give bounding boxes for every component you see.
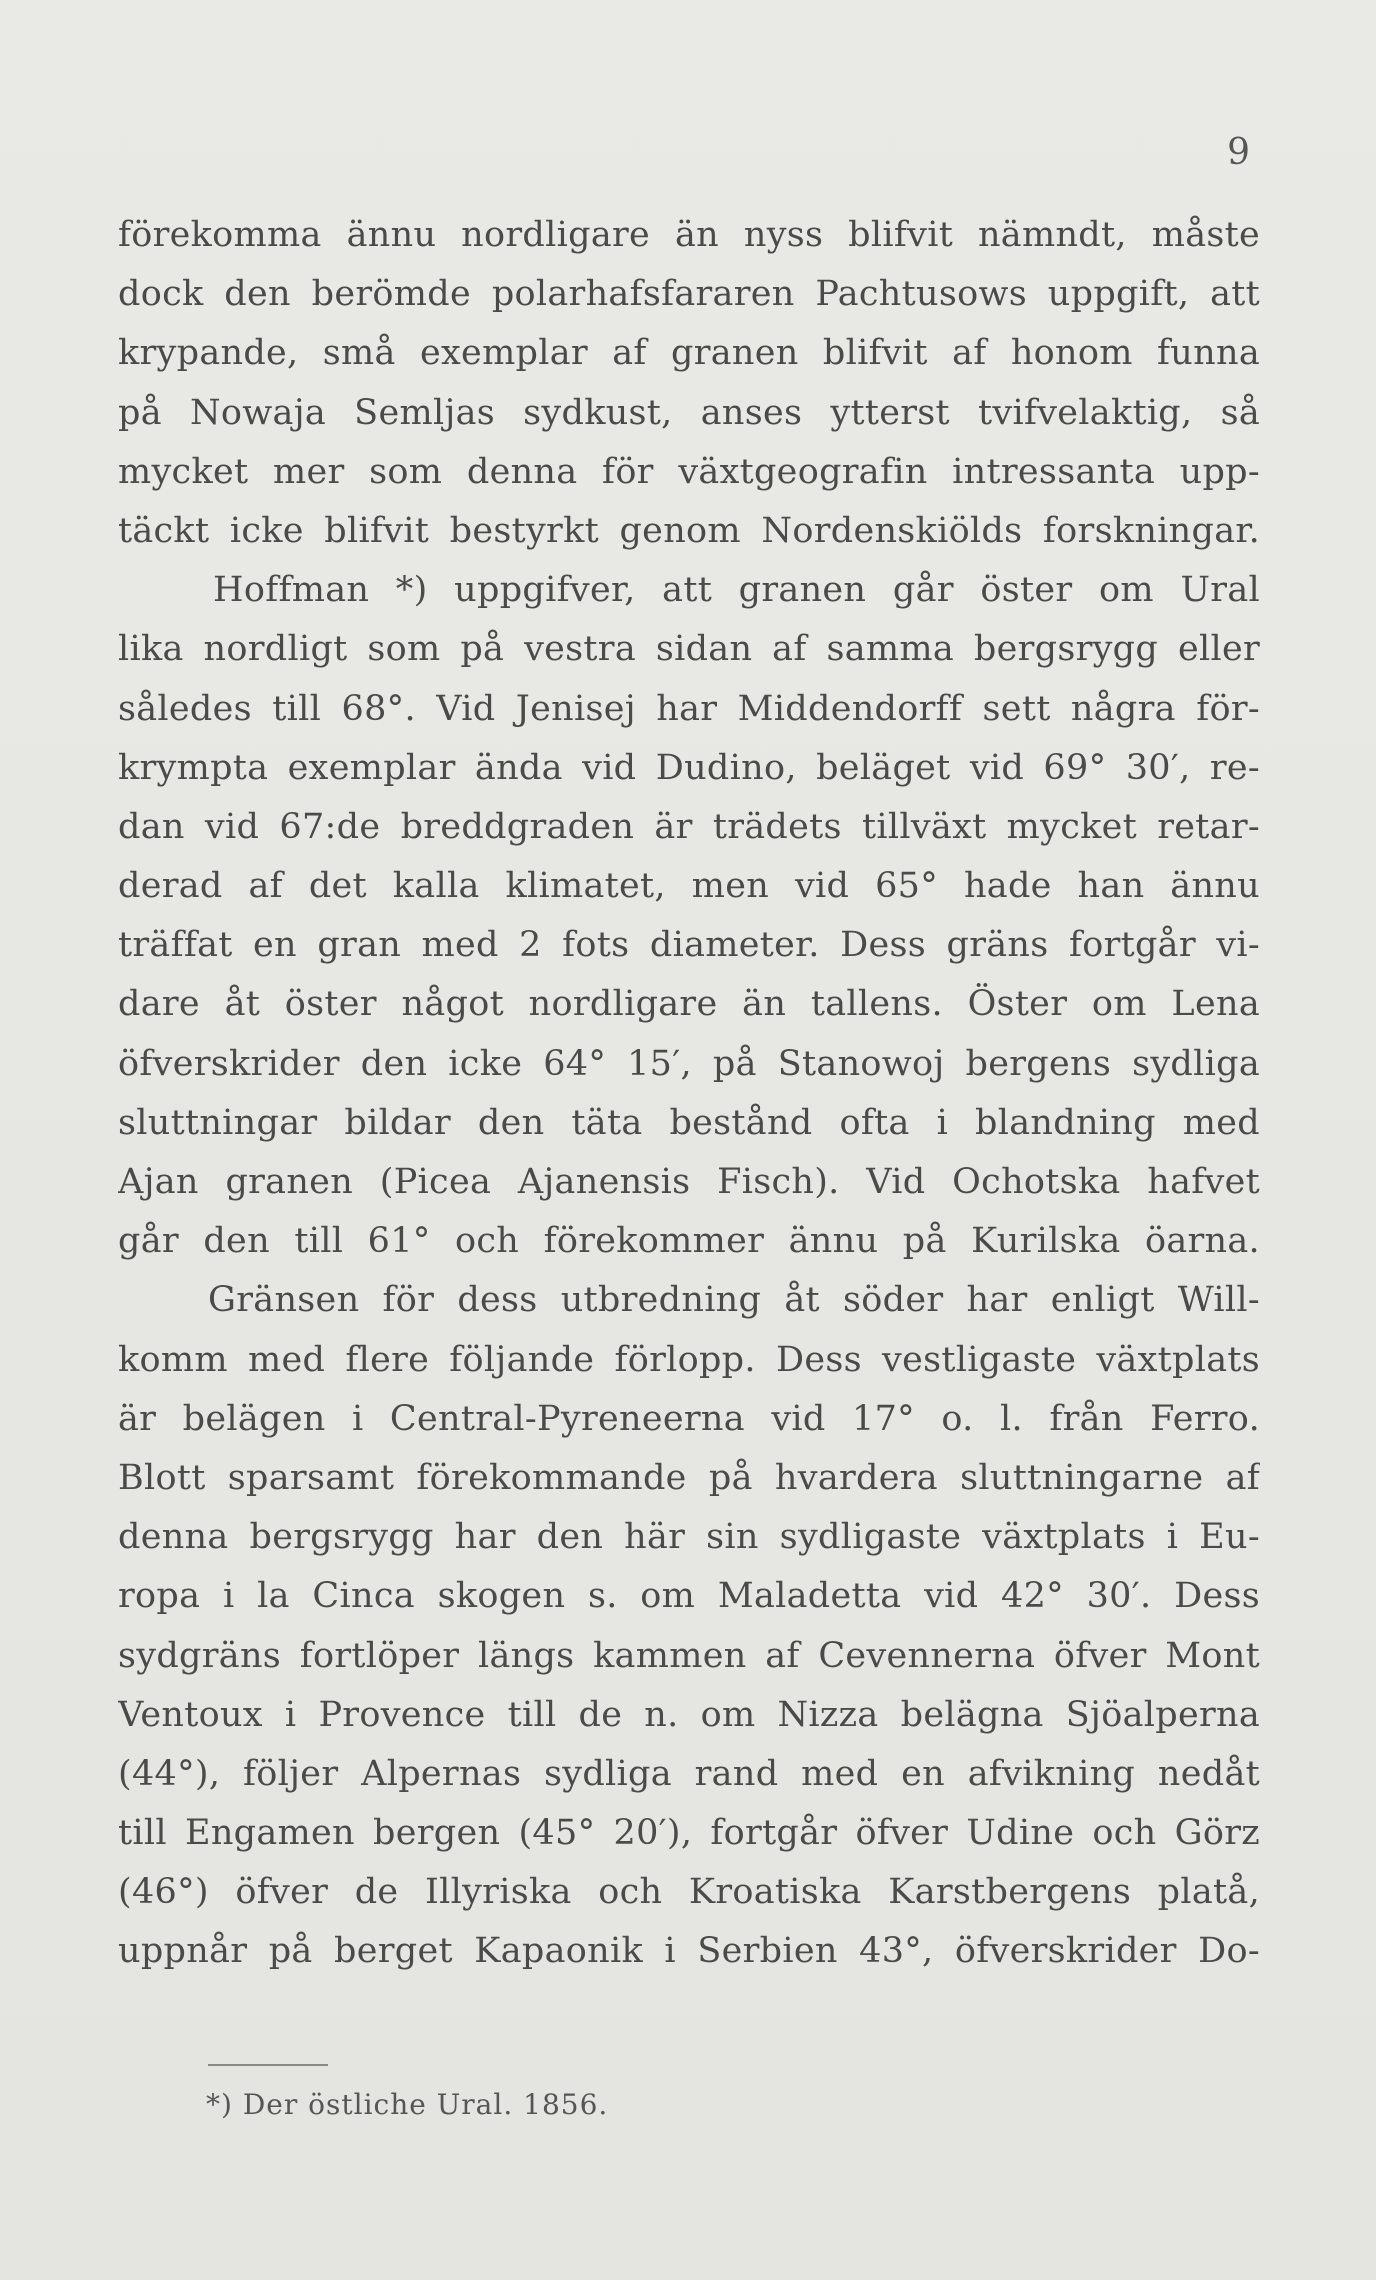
text-line: mycket mer som denna för växtgeografin intressanta upp- xyxy=(118,451,1260,492)
footnote: *) Der östliche Ural. 1856. xyxy=(206,2088,609,2121)
text-line: krympta exemplar ända vid Dudino, beläget vid 69° 30′, re- xyxy=(118,747,1260,788)
text-line: denna bergsrygg har den här sin sydligaste växtplats i Eu- xyxy=(118,1517,1260,1558)
text-line: således till 68°. Vid Jenisej har Middendorff sett några för- xyxy=(118,688,1260,729)
text-line: träffat en gran med 2 fots diameter. Dess gräns fortgår vi- xyxy=(118,925,1260,966)
text-line: dock den berömde polarhafsfararen Pachtusows uppgift, att xyxy=(118,274,1260,315)
text-line: dare åt öster något nordligare än tallens. Öster om Lena xyxy=(118,984,1260,1025)
text-line: täckt icke blifvit bestyrkt genom Nordenskiölds forskningar. xyxy=(118,510,1260,551)
text-line: är belägen i Central-Pyreneerna vid 17° o. l. från Ferro. xyxy=(118,1398,1260,1439)
text-line: förekomma ännu nordligare än nyss blifvit nämndt, måste xyxy=(118,215,1260,255)
text-line: Blott sparsamt förekommande på hvardera sluttningarne af xyxy=(118,1457,1260,1498)
text-line: öfverskrider den icke 64° 15′, på Stanowoj bergens sydliga xyxy=(118,1043,1260,1084)
text-line: lika nordligt som på vestra sidan af samma bergsrygg eller xyxy=(118,629,1260,670)
text-line: Hoffman *) uppgifver, att granen går öster om Ural xyxy=(213,570,1260,611)
text-line: går den till 61° och förekommer ännu på Kurilska öarna. xyxy=(118,1221,1260,1262)
text-line: komm med flere följande förlopp. Dess vestligaste växtplats xyxy=(118,1339,1260,1380)
text-line: krypande, små exemplar af granen blifvit af honom funna xyxy=(118,333,1260,374)
body-text xyxy=(118,206,1260,1982)
text-line: (44°), följer Alpernas sydliga rand med en afvikning nedåt xyxy=(118,1753,1260,1794)
text-line: derad af det kalla klimatet, men vid 65° hade han ännu xyxy=(118,866,1260,907)
text-line: till Engamen bergen (45° 20′), fortgår öfver Udine och Görz xyxy=(118,1813,1260,1854)
text-line: uppnår på berget Kapaonik i Serbien 43°, öfverskrider Do- xyxy=(118,1931,1260,1972)
text-line: på Nowaja Semljas sydkust, anses ytterst tvifvelaktig, så xyxy=(118,392,1260,433)
text-line: ropa i la Cinca skogen s. om Maladetta vid 42° 30′. Dess xyxy=(118,1576,1260,1617)
text-line: dan vid 67:de breddgraden är trädets tillväxt mycket retar- xyxy=(118,806,1260,847)
text-line: (46°) öfver de Illyriska och Kroatiska Karstbergens platå, xyxy=(118,1872,1260,1913)
text-line: Ajan granen (Picea Ajanensis Fisch). Vid Ochotska hafvet xyxy=(118,1162,1260,1202)
text-line: Gränsen för dess utbredning åt söder har enligt Will- xyxy=(208,1280,1260,1321)
page-number: 9 xyxy=(1227,132,1250,173)
footnote-divider xyxy=(208,2064,328,2066)
text-line: Ventoux i Provence till de n. om Nizza belägna Sjöalperna xyxy=(118,1694,1260,1735)
text-line: sluttningar bildar den täta bestånd ofta i blandning med xyxy=(118,1102,1260,1143)
text-line: sydgräns fortlöper längs kammen af Cevennerna öfver Mont xyxy=(118,1635,1260,1676)
